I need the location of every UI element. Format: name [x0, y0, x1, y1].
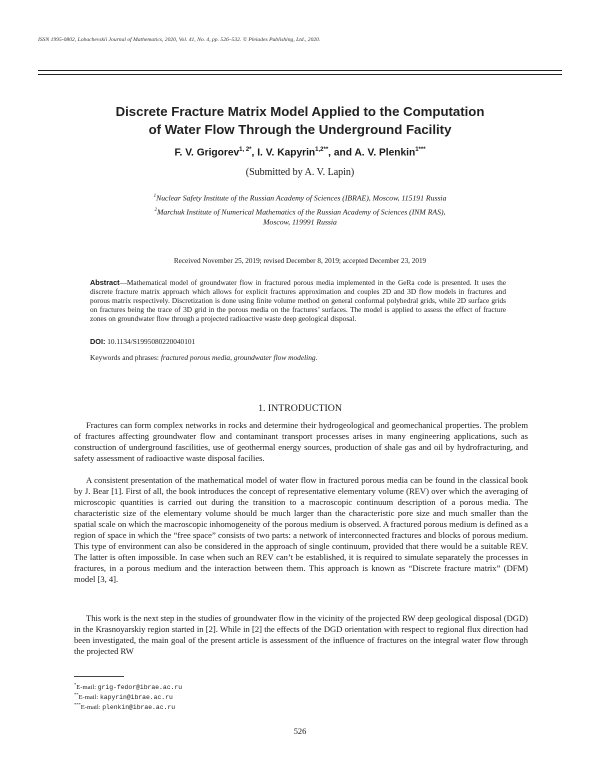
received-dates: Received November 25, 2019; revised December 8, 2019; accepted December 23, 2019	[173, 257, 427, 265]
doi: DOI: 10.1134/S1995080220040101	[90, 337, 196, 346]
footnote: *E-mail: grig-fedor@ibrae.ac.ru	[74, 682, 183, 692]
author-mark: 1,2**	[315, 147, 329, 153]
abstract	[90, 278, 506, 323]
abstract-text: —Mathematical model of groundwater flow in fractured porous media implemented in the GeRa code is presented. It uses the discrete fracture matrix approach which allows for explicit fractures approximation and couples 2D and 3D flow models in fractures and porous matrix respectively. Discretization is done using finite volume method on general conformal polyhedral grids, while 2D surface grids on fractures being the trace of 3D grid in the porous media on the fractures’ surfaces. The model is applied to assess the effect of fracture zones on groundwater flow through a projected radioactive waste deep geological disposal.	[90, 278, 506, 324]
header-rule-bottom	[38, 74, 562, 75]
author-mark: 1, 2*	[239, 147, 252, 153]
author-and: and	[333, 147, 352, 159]
affiliation: $^1$Nuclear Safety Institute of the Russian Academy of Sciences (IBRAE), Moscow, 115191 Russia	[153, 193, 447, 203]
abstract-label: Abstract	[90, 278, 120, 287]
page-number: 526	[293, 727, 307, 736]
footnote: **E-mail: kapyrin@ibrae.ac.ru	[74, 692, 173, 702]
author-name: F. V. Grigorev	[174, 147, 240, 159]
keywords: Keywords and phrases: fractured porous media, groundwater flow modeling.	[90, 353, 318, 362]
paragraph: This work is the next step in the studies of groundwater flow in the vicinity of the projected RW deep geological disposal (DGD) in the Krasnoyarskiy region started in [2]. While in [2] the effects of the DGD orientation with respect to regional flux direction had been investigated, the main goal of the present article is assessment of the influence of fractures on the integral water flow through the projected RW	[74, 613, 528, 656]
footnote-rule	[74, 676, 124, 677]
author-name: A. V. Plenkin	[354, 147, 416, 159]
author-mark: 1***	[415, 147, 426, 153]
email-link[interactable]: kapyrin@ibrae.ac.ru	[99, 694, 173, 702]
header-rule-top	[38, 70, 562, 71]
section-heading: 1. INTRODUCTION	[258, 403, 342, 414]
paper-title-line-2: of Water Flow Through the Underground Facility	[148, 122, 452, 137]
affiliation: $^2$Marchuk Institute of Numerical Mathematics of the Russian Academy of Sciences (INM RAS),	[154, 207, 446, 217]
author-list: F. V. Grigorev$^{1, 2*}$, I. V. Kapyrin$^{1,2**}$, and A. V. Plenkin$^{1***}$	[174, 147, 426, 159]
footnote: ***E-mail: plenkin@ibrae.ac.ru	[74, 702, 176, 712]
submitted-by: (Submitted by A. V. Lapin)	[245, 167, 355, 178]
journal-header: ISSN 1995-0802, Lobachevskii Journal of Mathematics, 2020, Vol. 41, No. 4, pp. 526–532. © Pleiades Publishing, Ltd., 2020.	[38, 37, 321, 43]
affiliation: Moscow, 119991 Russia	[263, 217, 337, 227]
paragraph: Fractures can form complex networks in rocks and determine their hydrogeological and geomechanical properties. The problem of fractures affecting groundwater flow and contaminant transport processes arises in many engineering applications, such as construction of underground fascilities, use of geothermal energy sources, production of shale gas and oil by hydrofracturing, and safety assessment of radioactive waste disposal facilies.	[74, 420, 528, 463]
author-name: I. V. Kapyrin	[257, 147, 316, 159]
email-link[interactable]: grig-fedor@ibrae.ac.ru	[97, 684, 183, 692]
email-link[interactable]: plenkin@ibrae.ac.ru	[102, 704, 176, 712]
paragraph: A consistent presentation of the mathematical model of water flow in fractured porous media can be found in the classical book by J. Bear [1]. First of all, the book introduces the concept of representative elementary volume (REV) over which the averaging of microscopic quantities is carried out during the transition to a macroscopic continuum description of a porous media. The characteristic size of the elementary volume should be much larger than the characteristic pore size and much smaller than the spatial scale on which the macroscopic inhomogeneity of the porous medium is observed. A fractured porous medium is defined as a region of space in which the “free space” consists of two parts: a network of interconnected fractures and blocks of porous medium. This type of environment can also be considered in the approach of single continuum, provided that there would be a suitable REV. The latter is often impossible. In case when such an REV can’t be established, it is required to simulate separately the processes in fractures, in a porous medium and the interaction between them. This approach is known as “Discrete fracture matrix” (DFM) model [3, 4].	[74, 475, 528, 584]
paper-title-line-1: Discrete Fracture Matrix Model Applied to the Computation	[115, 104, 485, 119]
doi-link[interactable]: 10.1134/S1995080220040101	[107, 337, 196, 346]
